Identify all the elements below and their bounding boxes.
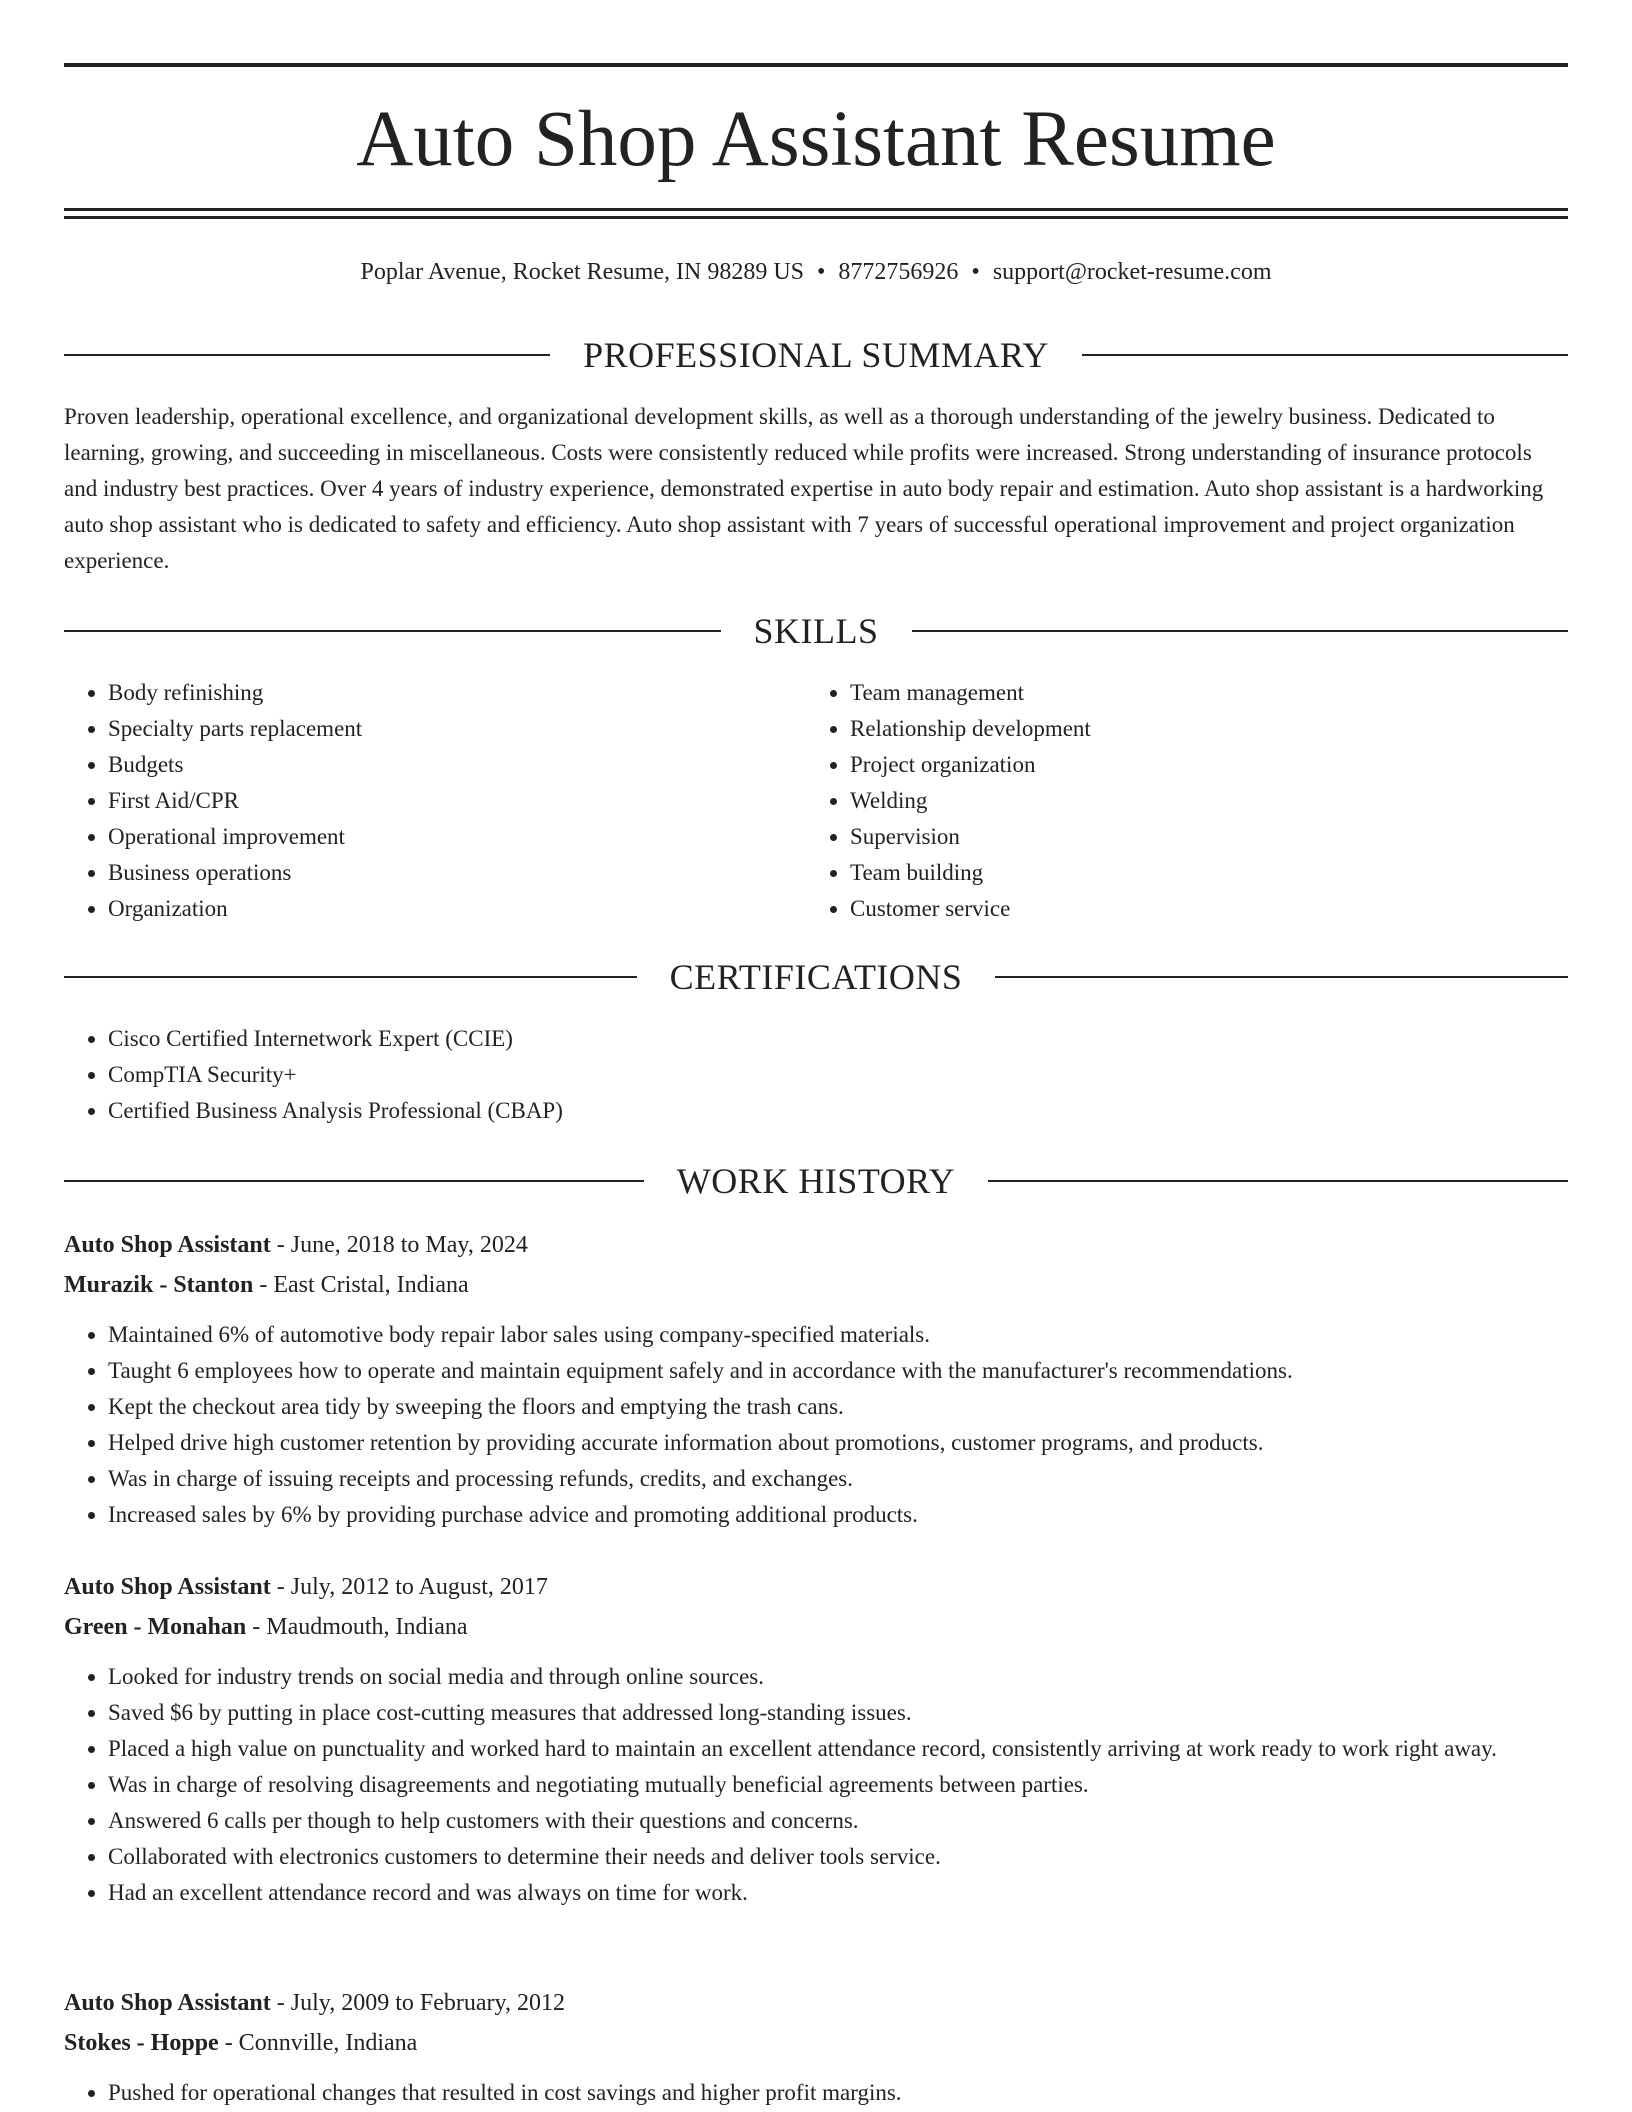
- skills-column-left: [64, 675, 764, 927]
- summary-heading: PROFESSIONAL SUMMARY: [583, 335, 1049, 375]
- summary-section-header: [64, 333, 1568, 377]
- skill-item: • Welding: [850, 783, 1506, 819]
- job-duty-item: • Had an excellent attendance record and was always on time for work.: [108, 1875, 1612, 1911]
- job-employer: Murazik - Stanton: [64, 1272, 254, 1298]
- certifications-list: [64, 1021, 1564, 1129]
- skills-section-header: [64, 609, 1568, 653]
- certifications-section-header: [64, 955, 1568, 999]
- skill-item: • Body refinishing: [108, 675, 764, 711]
- section-rule-left: [64, 354, 550, 356]
- job-duty-item: • Increased sales by 6% by providing purchase advice and promoting additional products.: [108, 1497, 1612, 1533]
- certification-item: • CompTIA Security+: [108, 1057, 1564, 1093]
- job-dates: - July, 2012 to August, 2017: [270, 1574, 548, 1600]
- job-role-line: [64, 1983, 1568, 2023]
- title-rule-upper: [64, 208, 1568, 211]
- job-employer-line: [64, 2023, 1568, 2063]
- work-heading: WORK HISTORY: [676, 1161, 956, 1201]
- resume-title: Auto Shop Assistant Resume: [356, 96, 1276, 183]
- section-rule-right: [912, 630, 1569, 632]
- job-title: Auto Shop Assistant: [64, 1574, 271, 1600]
- job-entry: [64, 1567, 1568, 1911]
- skill-item: • First Aid/CPR: [108, 783, 764, 819]
- job-title: Auto Shop Assistant: [64, 1990, 271, 2016]
- job-location: - East Cristal, Indiana: [253, 1272, 469, 1298]
- job-role-line: [64, 1567, 1568, 1607]
- contact-email: support@rocket-resume.com: [992, 259, 1272, 285]
- job-duty-item: • Kept the checkout area tidy by sweeping the floors and emptying the trash cans.: [108, 1389, 1612, 1425]
- job-duty-item: • Maintained 6% of automotive body repair labor sales using company-specified materials.: [108, 1317, 1612, 1353]
- skill-item: • Business operations: [108, 855, 764, 891]
- job-duties-list: [64, 1317, 1612, 1533]
- title-rule-lower: [64, 216, 1568, 219]
- contact-phone: 8772756926: [838, 259, 959, 285]
- certifications-block: [64, 1021, 1564, 1129]
- certifications-heading: CERTIFICATIONS: [669, 957, 963, 997]
- section-rule-left: [64, 630, 721, 632]
- job-role-line: [64, 1225, 1568, 1265]
- skill-item: • Operational improvement: [108, 819, 764, 855]
- job-duty-item: • Collaborated with electronics customers to determine their needs and deliver tools service.: [108, 1839, 1612, 1875]
- job-duties-list: [64, 1659, 1612, 1911]
- job-employer-line: [64, 1607, 1568, 1647]
- skill-item: • Customer service: [850, 891, 1506, 927]
- skills-heading: SKILLS: [753, 611, 879, 651]
- section-rule-right: [1082, 354, 1568, 356]
- job-entry: [64, 1983, 1568, 2111]
- skill-item: • Team building: [850, 855, 1506, 891]
- job-duty-item: • Taught 6 employees how to operate and maintain equipment safely and in accordance with the manufacturer's recommendations.: [108, 1353, 1612, 1389]
- summary-text: Proven leadership, operational excellence, and organizational development skills, as well as a thorough understanding of the jewelry business. Dedicated to learning, growing, and succeeding in miscellaneous. Costs were consistently reduced while profits were increased. Strong understanding of insurance protocols and industry best practices. Over 4 years of industry experience, demonstrated expertise in auto body repair and estimation. Auto shop assistant is a hardworking auto shop assistant who is dedicated to safety and efficiency. Auto shop assistant with 7 years of successful operational improvement and project organization experience.: [64, 404, 1544, 573]
- job-location: - Maudmouth, Indiana: [246, 1614, 468, 1640]
- skill-item: • Budgets: [108, 747, 764, 783]
- job-location: - Connville, Indiana: [218, 2030, 418, 2056]
- skill-item: • Organization: [108, 891, 764, 927]
- skills-column-right: [806, 675, 1506, 927]
- top-rule: [64, 63, 1568, 67]
- job-dates: - July, 2009 to February, 2012: [270, 1990, 565, 2016]
- section-rule-right: [995, 976, 1568, 978]
- certification-item: • Cisco Certified Internetwork Expert (CCIE): [108, 1021, 1564, 1057]
- job-duty-item: • Helped drive high customer retention by providing accurate information about promotions, customer programs, and products.: [108, 1425, 1612, 1461]
- job-employer-line: [64, 1265, 1568, 1305]
- job-title: Auto Shop Assistant: [64, 1232, 271, 1258]
- job-dates: - June, 2018 to May, 2024: [270, 1232, 528, 1258]
- work-section-header: [64, 1159, 1568, 1203]
- skills-list-right: [806, 675, 1506, 927]
- job-employer: Green - Monahan: [64, 1614, 247, 1640]
- job-duty-item: • Looked for industry trends on social media and through online sources.: [108, 1659, 1612, 1695]
- skill-item: • Project organization: [850, 747, 1506, 783]
- section-rule-right: [988, 1180, 1568, 1182]
- job-employer: Stokes - Hoppe: [64, 2030, 219, 2056]
- job-duty-item: • Was in charge of resolving disagreements and negotiating mutually beneficial agreements between parties.: [108, 1767, 1612, 1803]
- skills-list-left: [64, 675, 764, 927]
- contact-line: [64, 254, 1568, 290]
- skill-item: • Team management: [850, 675, 1506, 711]
- contact-separator: •: [971, 259, 980, 285]
- section-rule-left: [64, 1180, 644, 1182]
- job-duties-list: [64, 2075, 1612, 2111]
- certification-item: • Certified Business Analysis Professional (CBAP): [108, 1093, 1564, 1129]
- contact-address: Poplar Avenue, Rocket Resume, IN 98289 US: [360, 259, 804, 285]
- skill-item: • Specialty parts replacement: [108, 711, 764, 747]
- skill-item: • Relationship development: [850, 711, 1506, 747]
- contact-separator: •: [817, 259, 826, 285]
- job-duty-item: • Saved $6 by putting in place cost-cutting measures that addressed long-standing issues.: [108, 1695, 1612, 1731]
- job-duty-item: • Was in charge of issuing receipts and processing refunds, credits, and exchanges.: [108, 1461, 1612, 1497]
- job-entry: [64, 1225, 1568, 1533]
- job-duty-item: • Placed a high value on punctuality and worked hard to maintain an excellent attendance record, consistently arriving at work ready to work right away.: [108, 1731, 1612, 1767]
- job-duty-item: • Answered 6 calls per though to help customers with their questions and concerns.: [108, 1803, 1612, 1839]
- skill-item: • Supervision: [850, 819, 1506, 855]
- section-rule-left: [64, 976, 637, 978]
- job-duty-item: • Pushed for operational changes that resulted in cost savings and higher profit margins.: [108, 2075, 1612, 2111]
